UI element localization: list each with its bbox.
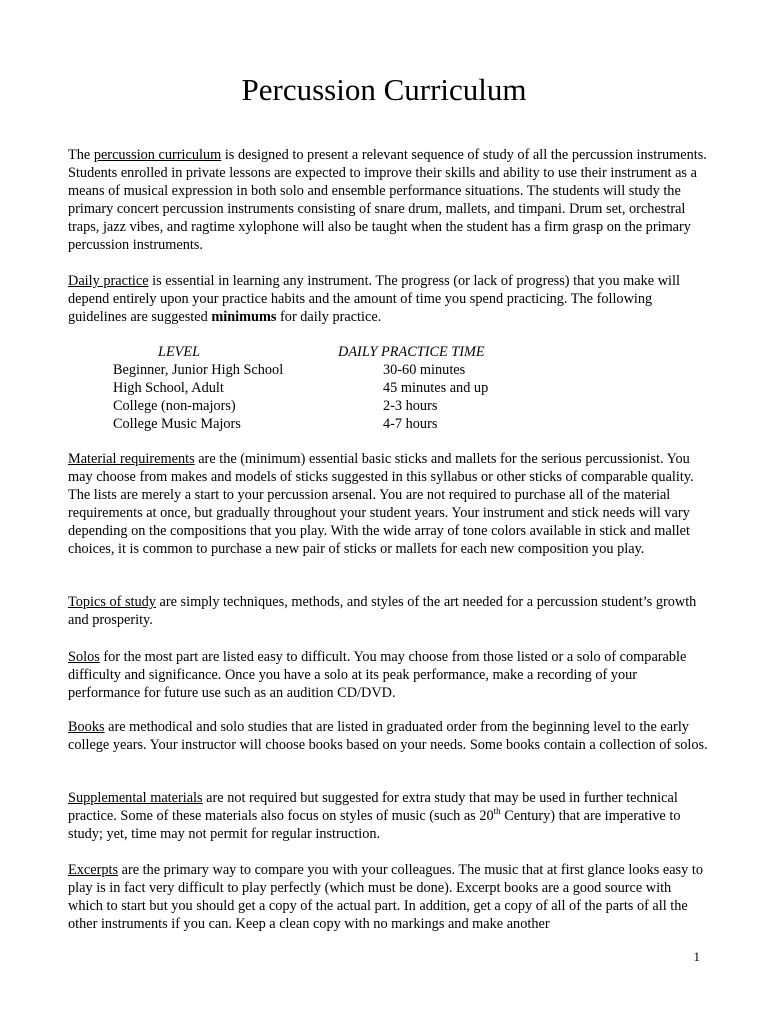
emphasis-minimums: minimums xyxy=(211,309,277,325)
time-cell: 4-7 hours xyxy=(383,416,438,432)
header-practice-time: DAILY PRACTICE TIME xyxy=(338,344,485,360)
level-cell: High School, Adult xyxy=(113,380,224,396)
level-cell: Beginner, Junior High School xyxy=(113,362,284,378)
page-title: Percussion Curriculum xyxy=(241,72,527,107)
excerpts-paragraph: Excerpts are the primary way to compare you with your colleagues. The music that at first glance looks easy to play is in fact very difficult to play perfectly (which must be done). Excerpt books are a good source with which to start but you should get a copy of the actual part. In addition, get a copy of all of the parts of all the other instruments if you can. Keep a clean copy with no markings and make another xyxy=(68,862,703,932)
supplemental-materials-paragraph: Supplemental materials are not required but suggested for extra study that may be used in further technical practice. Some of these materials also focus on styles of music (such as 20th Century) that are imperative to study; yet, time may not permit for regular instruction. xyxy=(68,790,681,842)
page-number: 1 xyxy=(693,949,700,964)
header-level: LEVEL xyxy=(158,344,201,360)
term-excerpts: Excerpts xyxy=(68,862,119,878)
term-supplemental-materials: Supplemental materials xyxy=(68,790,203,806)
level-cell: College (non-majors) xyxy=(113,398,236,414)
material-requirements-paragraph: Material requirements are the (minimum) essential basic sticks and mallets for the serious percussionist. You may choose from makes and models of sticks suggested in this syllabus or other sticks of comparable quality. The lists are merely a start to your percussion arsenal. You are not required to purchase all of the material requirements at once, but gradually throughout your student years. Your instrument and stick needs will vary depending on the compositions that you play. With the wide array of tone colors available in stick and mallet choices, it is common to purchase a new pair of sticks or mallets for each new composition you play. xyxy=(68,451,694,557)
term-material-requirements: Material requirements xyxy=(68,451,195,467)
books-paragraph: Books are methodical and solo studies that are listed in graduated order from the beginning level to the early college years. Your instructor will choose books based on your needs. Some books contain a collection of solos. xyxy=(68,719,708,753)
term-books: Books xyxy=(68,719,105,735)
level-cell: College Music Majors xyxy=(113,416,241,432)
topics-of-study-paragraph: Topics of study are simply techniques, methods, and styles of the art needed for a percussion student’s growth and prosperity. xyxy=(68,594,697,628)
intro-paragraph: The percussion curriculum is designed to present a relevant sequence of study of all the percussion instruments. Students enrolled in private lessons are expected to improve their skills and ability to use their instrument as a means of musical expression in both solo and ensemble performance situations. The students will study the primary concert percussion instruments consisting of snare drum, mallets, and timpani. Drum set, orchestral traps, jazz vibes, and ragtime xylophone will also be taught when the student has a firm grasp on the primary percussion instruments. xyxy=(68,147,707,253)
time-cell: 2-3 hours xyxy=(383,398,438,414)
daily-practice-paragraph: Daily practice is essential in learning any instrument. The progress (or lack of progress) that you make will depend entirely upon your practice habits and the amount of time you spend practicing. The following guidelines are suggested minimums for daily practice. xyxy=(68,273,680,325)
term-topics-of-study: Topics of study xyxy=(68,594,156,610)
term-solos: Solos xyxy=(68,649,100,665)
term-daily-practice: Daily practice xyxy=(68,273,149,289)
superscript-th: th xyxy=(493,806,501,817)
time-cell: 30-60 minutes xyxy=(383,362,466,378)
time-cell: 45 minutes and up xyxy=(383,380,489,396)
term-percussion-curriculum: percussion curriculum xyxy=(93,147,222,163)
solos-paragraph: Solos for the most part are listed easy to difficult. You may choose from those listed or a solo of comparable difficulty and significance. Once you have a solo at its peak performance, make a recording of your performance for future use such as an audition CD/DVD. xyxy=(68,649,687,701)
